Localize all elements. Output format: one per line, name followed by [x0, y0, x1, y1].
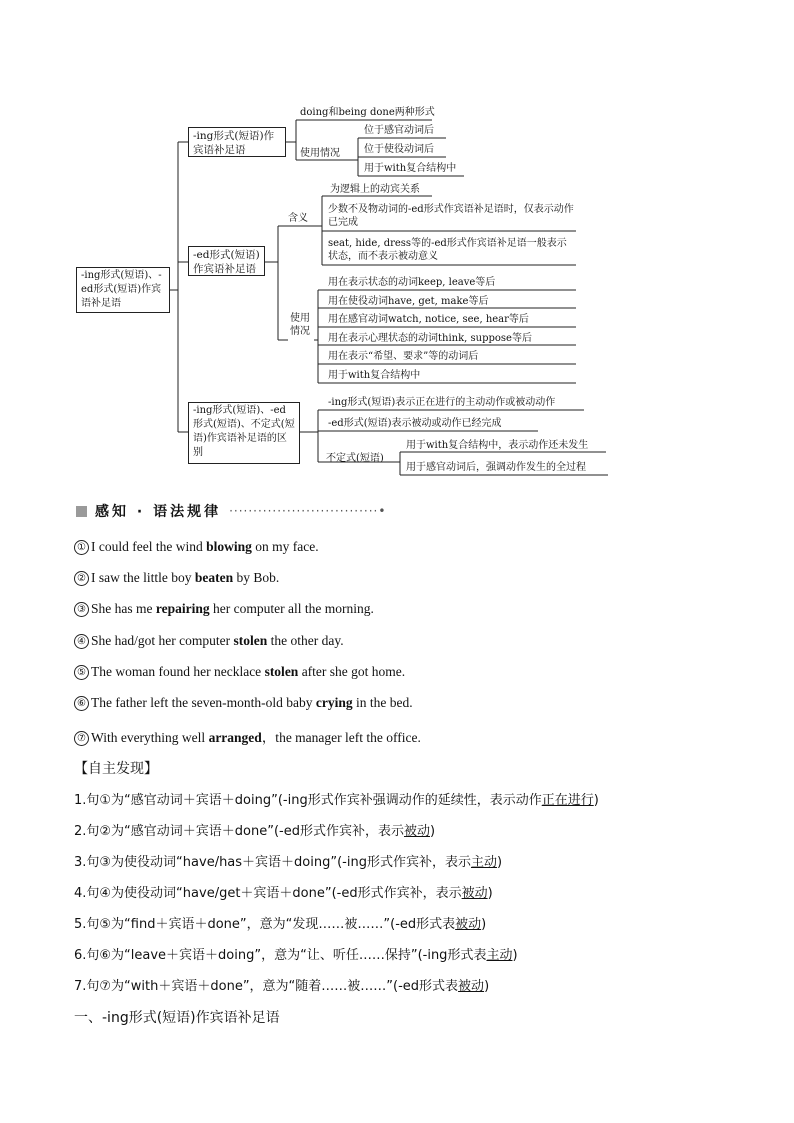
ed-meaning-item: seat, hide, dress等的-ed形式作宾语补足语一般表示状态，而不表示被动意义	[328, 238, 567, 262]
rule-text: )	[487, 886, 493, 901]
ing-usage-item: 位于感官动词后	[364, 125, 434, 136]
example-keyword: stolen	[233, 633, 268, 648]
example-text: I could feel the wind	[91, 539, 207, 554]
ed-usage-label: 使用情况	[290, 313, 310, 337]
rule-text: 4.句④为使役动词“have/get＋宾语＋done”(-ed形式作宾补，表示	[74, 886, 462, 901]
root-node	[76, 267, 170, 313]
dotted-leader-icon: ·······························•	[229, 504, 387, 518]
ed-usage-item: 用在表示心理状态的动词think, suppose等后	[328, 333, 532, 344]
rule-text: )	[430, 824, 436, 839]
ed-node	[188, 246, 265, 276]
ed-usage-item: 用在使役动词have, get, make等后	[328, 296, 489, 307]
square-bullet-icon	[76, 506, 87, 517]
example-item	[74, 633, 344, 649]
example-number: ⑥	[74, 696, 89, 711]
section-heading	[76, 501, 386, 521]
example-number: ⑤	[74, 665, 89, 680]
rule-text: )	[481, 917, 487, 932]
example-keyword: repairing	[155, 601, 210, 616]
rule-text: 1.句①为“感官动词＋宾语＋doing”(-ing形式作宾补强调动作的延续性，表示动作	[74, 793, 542, 808]
rule-text: 6.句⑥为“leave＋宾语＋doing”，意为“让、听任……保持”(-ing形式表	[74, 948, 487, 963]
diff-node	[188, 402, 300, 464]
ing-usage-label: 使用情况	[300, 148, 340, 159]
ed-meaning-item: 少数不及物动词的-ed形式作宾语补足语时，仅表示动作已完成	[328, 204, 574, 228]
ing-node	[188, 127, 286, 157]
ing-usage-item: 位于使役动词后	[364, 144, 434, 155]
example-keyword: blowing	[206, 539, 252, 554]
ed-meaning-label: 含义	[288, 213, 308, 224]
example-item	[74, 539, 319, 555]
rule-text: 5.句⑤为“find＋宾语＋done”，意为“发现……被……”(-ed形式表	[74, 917, 456, 932]
rule-text: 7.句⑦为“with＋宾语＋done”，意为“随着……被……”(-ed形式表	[74, 979, 459, 994]
example-text: her computer all the morning.	[209, 601, 374, 616]
ing-node-text: -ing形式(短语)作宾语补足语	[193, 130, 275, 156]
rule-item	[74, 944, 518, 963]
example-keyword: beaten	[194, 570, 234, 585]
example-item	[74, 726, 421, 746]
example-text: With everything well	[91, 730, 209, 745]
example-text: in the bed.	[352, 695, 413, 710]
example-text: by Bob.	[233, 570, 280, 585]
ed-usage-item: 用在感官动词watch, notice, see, hear等后	[328, 314, 529, 325]
example-keyword: stolen	[264, 664, 299, 679]
rule-item	[74, 789, 599, 808]
ed-usage-item: 用于with复合结构中	[328, 370, 421, 381]
rule-answer: 主动	[486, 948, 513, 963]
example-text: the other day.	[267, 633, 344, 648]
example-text: She has me	[91, 601, 156, 616]
ing-usage-item: 用于with复合结构中	[364, 163, 457, 174]
example-item	[74, 695, 413, 711]
root-node-text: -ing形式(短语)、-ed形式(短语)作宾语补足语	[81, 270, 162, 309]
rule-text: )	[512, 948, 518, 963]
rule-answer: 被动	[455, 917, 482, 932]
diff-item: -ed形式(短语)表示被动或动作已经完成	[328, 418, 502, 429]
rule-text: )	[496, 855, 503, 870]
rule-item	[74, 975, 489, 994]
example-text: on my face.	[251, 539, 319, 554]
rule-text: )	[484, 979, 490, 994]
example-number: ③	[74, 602, 89, 617]
rule-text: 3.句③为使役动词“have/has＋宾语＋doing”(-ing形式作宾补，表示	[74, 855, 471, 870]
example-item	[74, 601, 374, 617]
example-text: I saw the little boy	[91, 570, 195, 585]
inf-item: 用于感官动词后，强调动作发生的全过程	[406, 462, 586, 473]
example-text: She had/got her computer	[91, 633, 234, 648]
rule-item	[74, 851, 502, 870]
example-item	[74, 570, 279, 586]
ed-usage-item: 用在表示“希望、要求”等的动词后	[328, 351, 479, 362]
example-text: The father left the seven-month-old baby	[91, 695, 316, 710]
inf-label: 不定式(短语)	[326, 453, 384, 464]
rule-text: 2.句②为“感官动词＋宾语＋done”(-ed形式作宾补，表示	[74, 824, 404, 839]
example-keyword: crying	[315, 695, 353, 710]
rule-answer: 正在进行	[541, 793, 594, 808]
example-text: The woman found her necklace	[91, 664, 265, 679]
inf-item: 用于with复合结构中，表示动作还未发生	[406, 440, 589, 451]
rule-answer: 被动	[403, 824, 430, 839]
diff-item: -ing形式(短语)表示正在进行的主动动作或被动动作	[328, 397, 556, 408]
example-number: ④	[74, 634, 89, 649]
ed-meaning-item: 为逻辑上的动宾关系	[330, 184, 420, 195]
mind-map	[0, 0, 794, 480]
rule-answer: 主动	[470, 855, 497, 870]
example-number: ①	[74, 540, 89, 555]
next-heading: 一、-ing形式(短语)作宾语补足语	[74, 1010, 280, 1026]
discovery-title: 【自主发现】	[74, 761, 158, 777]
rule-item	[74, 913, 486, 932]
example-number: ②	[74, 571, 89, 586]
example-text: after she got home.	[298, 664, 406, 679]
ed-node-text: -ed形式(短语)作宾语补足语	[193, 249, 260, 275]
rule-text: )	[593, 793, 599, 808]
example-item	[74, 664, 405, 680]
rule-answer: 被动	[458, 979, 485, 994]
example-keyword: arranged	[208, 730, 262, 745]
rule-item	[74, 882, 493, 901]
example-number: ⑦	[74, 731, 89, 746]
ed-usage-item: 用在表示状态的动词keep, leave等后	[328, 277, 496, 288]
rule-answer: 被动	[461, 886, 488, 901]
rule-item	[74, 820, 435, 839]
section-title: 感知 · 语法规律	[95, 504, 222, 520]
diff-node-text: -ing形式(短语)、-ed形式(短语)、不定式(短语)作宾语补足语的区别	[193, 405, 295, 458]
example-text: ，the manager left the office.	[261, 730, 421, 745]
ing-forms: doing和being done两种形式	[300, 107, 435, 118]
